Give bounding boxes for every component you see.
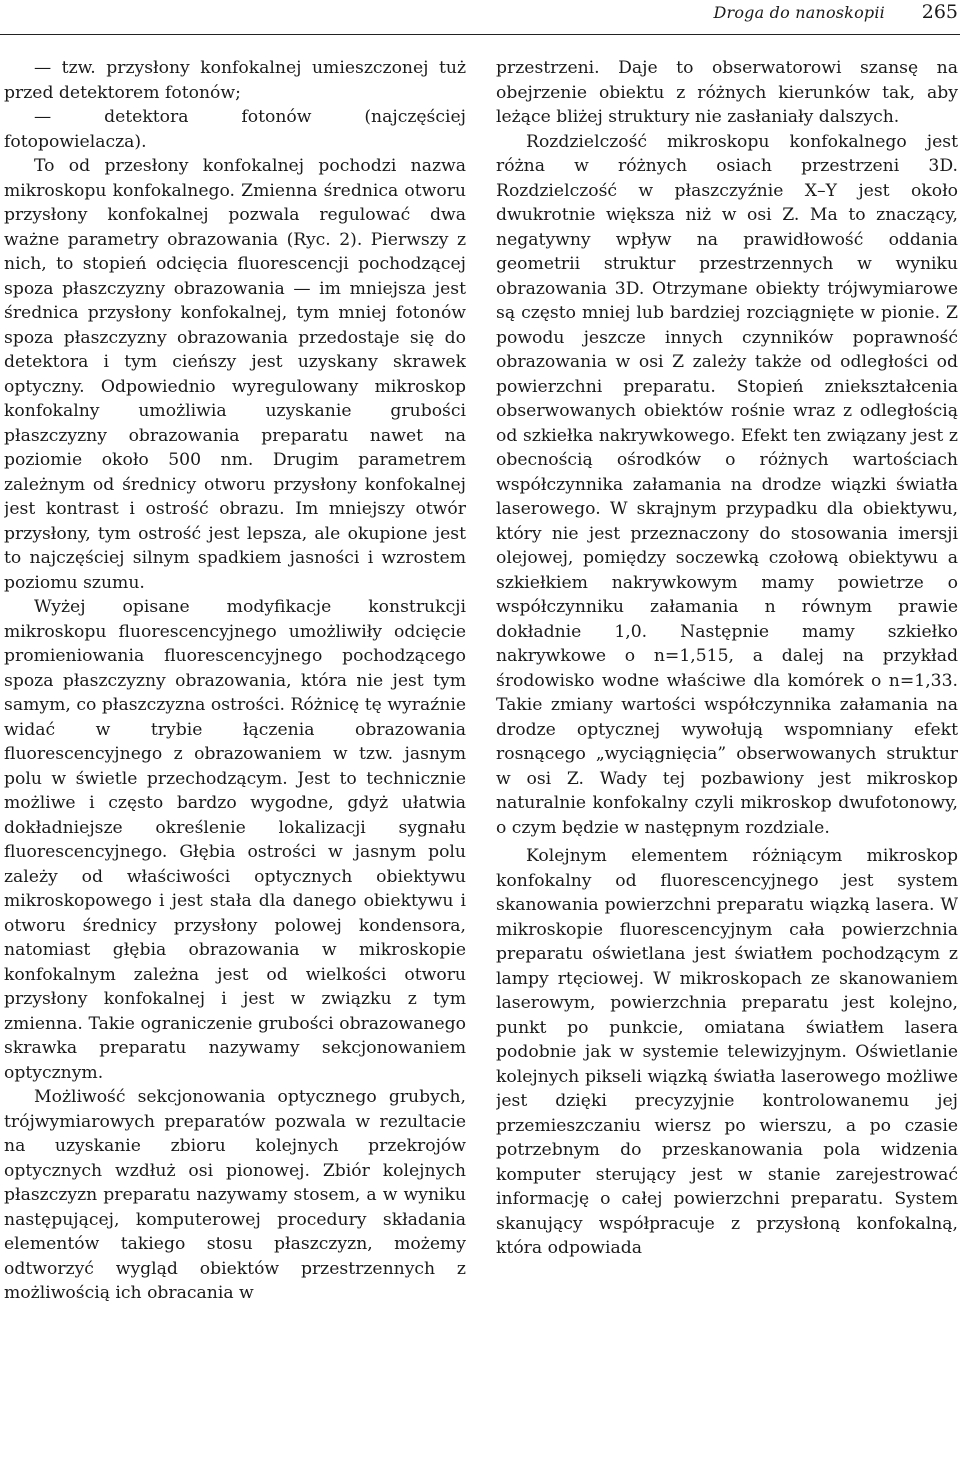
page-number: 265 — [921, 1, 958, 23]
page-header — [0, 0, 960, 35]
right-column — [496, 56, 958, 1456]
paragraph: przestrzeni. Daje to obserwatorowi szansę na obejrzenie obiektu z różnych kierunków tak, aby leżące bliżej struktury nie zasłaniały dalszych. — [496, 58, 958, 127]
paragraph: Kolejnym elementem różniącym mikroskop konfokalny od fluorescencyjnego jest system skanowania powierzchni preparatu wiązką lasera. W mikroskopie fluorescencyjnym cała powierzchnia preparatu oświetlana jest światłem pochodzącym z lampy rtęciowej. W mikroskopach ze skanowaniem laserowym, powierzchnia preparatu jest kolejno, punkt po punkcie, omiatana światłem lasera podobnie jak w systemie telewizyjnym. Oświetlanie kolejnych pikseli wiązką światła laserowego możliwe jest dzięki precyzyjnie kontrolowanemu jej przemieszczaniu wiersz po wierszu, a po czasie potrzebnym do przeskanowania pola widzenia komputer sterujący jest w stanie zarejestrować informację o całej powierzchni preparatu. System skanujący współpracuje z przysłoną konfokalną, która odpowiada — [496, 846, 958, 1258]
list-item: — detektora fotonów (najczęściej fotopowielacza). — [4, 107, 466, 152]
paragraph: To od przesłony konfokalnej pochodzi nazwa mikroskopu konfokalnego. Zmienna średnica otworu przysłony konfokalnej pozwala regulować dwa ważne parametry obrazowania (Ryc. 2). Pierwszy z nich, to stopień odcięcia fluorescencji pochodzącej spoza płaszczyzny obrazowania — im mniejsza jest średnica przysłony konfokalnej, tym mniej fotonów spoza płaszczyzny obrazowania przedostaje się do detektora i tym cieńszy jest uzyskany skrawek optyczny. Odpowiednio wyregulowany mikroskop konfokalny umożliwia uzyskanie grubości płaszczyzny obrazowania preparatu nawet na poziomie około 500 nm. Drugim parametrem zależnym od średnicy otworu przysłony konfokalnej jest kontrast i ostrość obrazu. Im mniejszy otwór przysłony, tym ostrość jest lepsza, ale okupione jest to najczęściej silnym spadkiem jasności i wzrostem poziomu szumu. — [4, 156, 466, 593]
left-column — [4, 56, 466, 1456]
paragraph: Rozdzielczość mikroskopu konfokalnego jest różna w różnych osiach przestrzeni 3D. Rozdzielczość w płaszczyźnie X–Y jest około dwukrotnie większa niż w osi Z. Ma to znaczący, negatywny wpływ na prawidłowość oddania geometrii struktur przestrzennych w wyniku obrazowania 3D. Otrzymane obiekty trójwymiarowe są często mniej lub bardziej rozciągnięte w pionie. Z powodu jeszcze innych czynników poprawność obrazowania w osi Z zależy także od odległości od powierzchni preparatu. Stopień zniekształcenia obserwowanych obiektów rośnie wraz z odległością od szkiełka nakrywkowego. Efekt ten związany jest z obecnością ośrodków o różnych wartościach współczynnika załamania na drodze wiązki światła laserowego. W skrajnym przypadku dla obiektywu, który nie jest przeznaczony do stosowania imersji olejowej, pomiędzy soczewką czołową obiektywu a szkiełkiem nakrywkowym mamy powietrze o współczynniku załamania n równym prawie dokładnie 1,0. Następnie mamy szkiełko nakrywkowe o n=1,515, a dalej na przykład środowisko wodne właściwe dla komórek o n=1,33. Takie zmiany wartości współczynnika załamania na drodze optycznej wywołują wspomniany efekt rosnącego „wyciągnięcia” obserwowanych struktur w osi Z. Wady tej pozbawiony jest mikroskop naturalnie konfokalny czyli mikroskop dwufotonowy, o czym będzie w następnym rozdziale. — [496, 131, 958, 838]
paragraph: Wyżej opisane modyfikacje konstrukcji mikroskopu fluorescencyjnego umożliwiły odcięcie promieniowania fluorescencyjnego pochodzącego spoza płaszczyzny obrazowania, która nie jest tym samym, co płaszczyzna ostrości. Różnicę tę wyraźnie widać w trybie łączenia obrazowania fluorescencyjnego z obrazowaniem w tzw. jasnym polu w świetle przechodzącym. Jest to technicznie możliwe i często bardzo wygodne, gdyż ułatwia dokładniejsze określenie lokalizacji sygnału fluorescencyjnego. Głębia ostrości w jasnym polu zależy od właściwości optycznych obiektywu mikroskopowego i jest stała dla danego obiektywu i otworu średnicy przysłony polowej kondensora, natomiast głębia obrazowania w mikroskopie konfokalnym zależna jest od wielkości otworu przysłony konfokalnej i jest w związku z tym zmienna. Takie ograniczenie grubości obrazowanego skrawka preparatu nazywamy sekcjonowaniem optycznym. — [4, 597, 466, 1083]
body-columns — [4, 56, 958, 1456]
running-title: Droga do nanoskopii — [713, 3, 885, 22]
list-item: — tzw. przysłony konfokalnej umieszczonej tuż przed detektorem fotonów; — [4, 58, 466, 103]
paragraph: Możliwość sekcjonowania optycznego grubych, trójwymiarowych preparatów pozwala w rezultacie na uzyskanie zbioru kolejnych przekrojów optycznych wzdłuż osi pionowej. Zbiór kolejnych płaszczyzn preparatu nazywamy stosem, a w wyniku następującej, komputerowej procedury składania elementów takiego stosu płaszczyzn, możemy odtworzyć wygląd obiektów przestrzennych z możliwością ich obracania w — [4, 1087, 466, 1303]
